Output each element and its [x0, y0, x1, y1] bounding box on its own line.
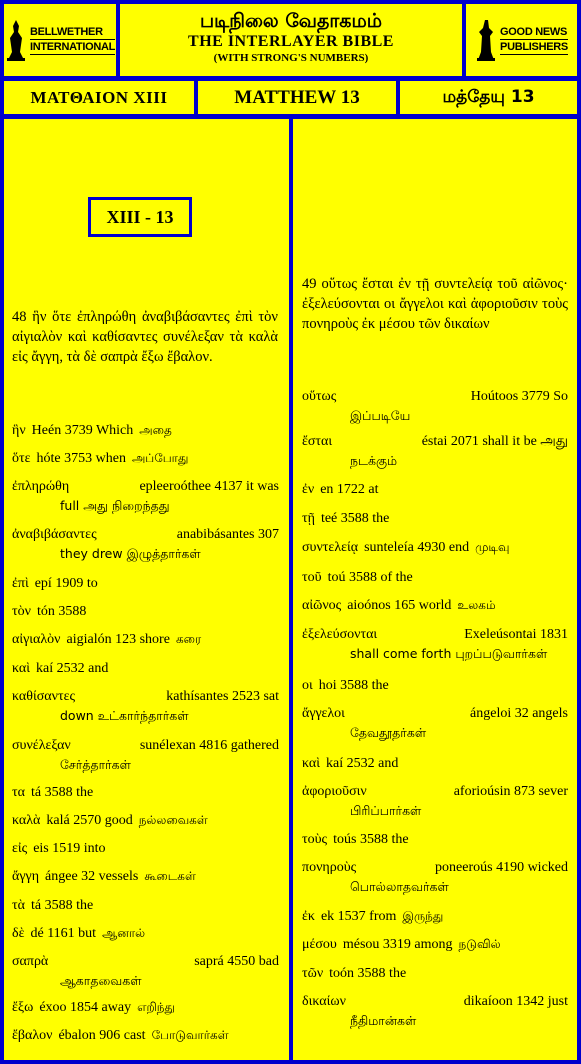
word-entry	[302, 538, 568, 557]
tamil-gloss: கரை	[175, 632, 202, 646]
greek-word: ἄγγη	[12, 869, 40, 884]
word-entry	[302, 704, 568, 742]
greek-word: τοὺς	[302, 832, 328, 847]
greek-word: τὸν	[12, 604, 31, 619]
greek-word: τοῦ	[302, 570, 322, 585]
greek-word: δικαίων	[302, 994, 346, 1009]
word-gloss: aioónos 165 world	[347, 598, 452, 613]
word-gloss-continued: இப்படியே	[350, 408, 411, 423]
word-gloss: hóte 3753 when	[36, 451, 126, 466]
greek-word: τὰ	[12, 898, 25, 913]
word-entry	[12, 1026, 279, 1045]
word-gloss-continued: shall come forth புறப்படுவார்கள்	[350, 646, 548, 661]
greek-word: ἐπληρώθη	[12, 479, 70, 494]
right-column	[293, 119, 577, 1060]
word-gloss: en 1722 at	[320, 482, 379, 497]
word-gloss: tá 3588 the	[30, 898, 94, 913]
word-entry	[302, 387, 568, 425]
word-entry	[302, 858, 568, 896]
verse-48: 48 ἣν ὅτε ἐπληρώθη ἀναβιβάσαντες ἐπὶ τὸν αἰγιαλὸν καὶ καθίσαντες συνέλεξαν τὰ καλὰ εἰς ἄγγη, τὰ δὲ σαπρὰ ἔξω ἔβαλον.	[12, 309, 278, 365]
word-entry	[12, 602, 279, 621]
greek-word: οὕτως	[302, 389, 337, 404]
word-gloss-continued: full அது நிறைந்தது	[60, 498, 170, 513]
tamil-gloss: முடிவு	[475, 540, 510, 554]
greek-word: αἰῶνος	[302, 598, 342, 613]
word-gloss: poneeroús 4190 wicked	[435, 860, 568, 875]
tamil-gloss: கூடைகள்	[144, 869, 196, 883]
page-subtitle: (WITH STRONG'S NUMBERS)	[213, 52, 369, 64]
word-entry	[302, 432, 568, 470]
word-gloss-continued: they drew இழுத்தார்கள்	[60, 546, 201, 561]
greek-word: εἰς	[12, 841, 28, 856]
word-entry	[12, 574, 279, 593]
word-gloss: toú 3588 of the	[327, 570, 413, 585]
word-gloss: aforioúsin 873 sever	[453, 784, 568, 799]
greek-word: δὲ	[12, 926, 25, 941]
word-gloss: teé 3588 the	[320, 511, 390, 526]
tamil-gloss: அப்போது	[131, 451, 189, 465]
word-gloss: toón 3588 the	[329, 966, 407, 981]
greek-word: συντελείᾳ	[302, 540, 359, 555]
statue-icon	[475, 18, 497, 62]
word-gloss: mésou 3319 among	[342, 937, 453, 952]
word-gloss-continued: சேர்த்தார்கள்	[60, 757, 131, 772]
word-gloss: sunélexan 4816 gathered	[139, 738, 279, 753]
tamil-gloss: இருந்து	[402, 909, 444, 923]
english-chapter-label	[198, 81, 396, 114]
greek-word: τῶν	[302, 966, 324, 981]
word-entry	[12, 839, 279, 858]
word-gloss: ébalon 906 cast	[58, 1028, 146, 1043]
word-entry	[302, 625, 568, 663]
word-entry	[302, 907, 568, 926]
tamil-gloss: எறிந்து	[137, 1000, 175, 1014]
word-entry	[12, 449, 279, 468]
word-entry	[12, 421, 279, 440]
word-gloss-continued: ஆகாதவைகள்	[60, 973, 142, 988]
word-gloss: toús 3588 the	[333, 832, 409, 847]
word-entry	[12, 477, 279, 515]
logo-line-1: BELLWETHER	[30, 25, 115, 40]
tamil-gloss: அதை	[139, 423, 172, 437]
verse-49: 49 οὕτως ἔσται ἐν τῇ συντελείᾳ τοῦ αἰῶνος· ἐξελεύσονται οι ἄγγελοι καὶ ἀφοριοῦσιν τοὺς πονηροὺς ἐκ μέσου τῶν δικαίων	[302, 276, 568, 332]
word-entry	[302, 568, 568, 587]
greek-word: ἔξω	[12, 1000, 34, 1015]
greek-word: καθίσαντες	[12, 689, 75, 704]
word-gloss-continued: பிரிப்பார்கள்	[350, 803, 422, 818]
word-entry	[12, 630, 279, 649]
word-gloss-continued: தேவதூதர்கள்	[350, 725, 427, 740]
word-gloss: ángeloi 32 angels	[470, 706, 568, 721]
greek-word: καὶ	[12, 661, 31, 676]
tamil-chapter-text: மத்தேயு 13	[442, 87, 535, 107]
word-entry	[302, 830, 568, 849]
word-entry	[12, 811, 279, 830]
greek-word: ἀφοριοῦσιν	[302, 784, 367, 799]
word-entry	[12, 952, 279, 990]
logo-line-1: GOOD NEWS	[500, 26, 568, 38]
word-gloss: éxoo 1854 away	[39, 1000, 132, 1015]
word-entry	[12, 687, 279, 725]
word-entry	[12, 525, 279, 563]
greek-word: σαπρὰ	[12, 954, 49, 969]
word-gloss: anabibásantes 307	[176, 527, 279, 542]
word-entry	[12, 998, 279, 1017]
word-gloss: epleeroóthee 4137 it was	[139, 479, 279, 494]
word-gloss: kathísantes 2523 sat	[166, 689, 279, 704]
greek-word: ὅτε	[12, 451, 31, 466]
word-entry	[302, 782, 568, 820]
word-entry	[12, 736, 279, 774]
shepherd-icon	[5, 18, 27, 62]
tamil-gloss: நடுவில்	[458, 937, 501, 951]
left-column	[4, 119, 289, 1060]
good-news-logo	[466, 4, 577, 76]
greek-word: ἔβαλον	[12, 1028, 53, 1043]
word-entry	[302, 992, 568, 1030]
word-gloss: Heén 3739 Which	[31, 423, 134, 438]
greek-word: ἐξελεύσονται	[302, 627, 378, 642]
word-gloss-continued: பொல்லாதவர்கள்	[350, 879, 449, 894]
title-block	[120, 4, 462, 76]
greek-word: ἐκ	[302, 909, 315, 924]
word-entry	[302, 480, 568, 499]
greek-word: οι	[302, 678, 313, 693]
tamil-gloss: உலகம்	[457, 598, 496, 612]
tamil-gloss: போடுவார்கள்	[151, 1028, 229, 1042]
word-entry	[302, 935, 568, 954]
tamil-gloss: நல்லவைகள்	[138, 813, 208, 827]
word-gloss: ángee 32 vessels	[45, 869, 139, 884]
word-gloss: tón 3588	[36, 604, 87, 619]
greek-chapter-text: ΜΑΤΘΑΙΟΝ XIII	[30, 88, 168, 107]
greek-word: καλὰ	[12, 813, 41, 828]
word-entry	[302, 964, 568, 983]
tamil-chapter-label	[400, 81, 577, 114]
word-entry	[12, 924, 279, 943]
bellwether-logo	[4, 4, 116, 76]
greek-word: ἔσται	[302, 434, 333, 449]
word-gloss: dikaíoon 1342 just	[463, 994, 568, 1009]
greek-word: τα	[12, 785, 25, 800]
greek-word: πονηροὺς	[302, 860, 357, 875]
tamil-title: படிநிலை வேதாகமம்	[199, 10, 383, 32]
greek-word: αἰγιαλὸν	[12, 632, 61, 647]
page-title: THE INTERLAYER BIBLE	[188, 33, 394, 50]
tamil-gloss: ஆனால்	[102, 926, 146, 940]
word-gloss-continued: நடக்கும்	[350, 453, 398, 468]
greek-word: ἀναβιβάσαντες	[12, 527, 97, 542]
word-entry	[302, 754, 568, 773]
logo-line-2: INTERNATIONAL	[29, 41, 116, 53]
chapter-number-box: XIII - 13	[88, 197, 192, 237]
greek-word: ἐπὶ	[12, 576, 29, 591]
word-gloss: hoi 3588 the	[318, 678, 389, 693]
word-entry	[12, 659, 279, 678]
logo-line-2: PUBLISHERS	[500, 41, 568, 53]
greek-word: καὶ	[302, 756, 321, 771]
word-entry	[12, 867, 279, 886]
greek-word: μέσου	[302, 937, 337, 952]
word-entry	[302, 509, 568, 528]
english-chapter-text: MATTHEW 13	[234, 87, 360, 108]
word-gloss-continued: நீதிமான்கள்	[350, 1013, 417, 1028]
greek-word: τῇ	[302, 511, 315, 526]
word-entry	[302, 596, 568, 615]
word-gloss: kalá 2570 good	[46, 813, 133, 828]
word-gloss: dé 1161 but	[30, 926, 97, 941]
word-gloss: kaí 2532 and	[326, 756, 399, 771]
word-gloss: sunteleía 4930 end	[364, 540, 470, 555]
word-entry	[12, 783, 279, 802]
word-entry	[302, 676, 568, 695]
greek-word: συνέλεξαν	[12, 738, 71, 753]
word-gloss: ek 1537 from	[320, 909, 397, 924]
word-gloss: kaí 2532 and	[36, 661, 109, 676]
word-gloss: tá 3588 the	[30, 785, 94, 800]
greek-word: ἣν	[12, 423, 26, 438]
greek-chapter-label	[4, 81, 194, 114]
word-gloss: Exeleúsontai 1831	[464, 627, 568, 642]
word-gloss: eis 1519 into	[33, 841, 106, 856]
word-gloss: aigialón 123 shore	[66, 632, 170, 647]
word-gloss: epí 1909 to	[34, 576, 98, 591]
greek-word: ἄγγελοι	[302, 706, 345, 721]
word-gloss: éstai 2071 shall it be அது	[421, 434, 568, 449]
word-gloss: Hoútoos 3779 So	[470, 389, 568, 404]
greek-word: ἐν	[302, 482, 315, 497]
word-gloss-continued: down உட்கார்ந்தார்கள்	[60, 708, 189, 723]
word-entry	[12, 896, 279, 915]
word-gloss: saprá 4550 bad	[194, 954, 279, 969]
